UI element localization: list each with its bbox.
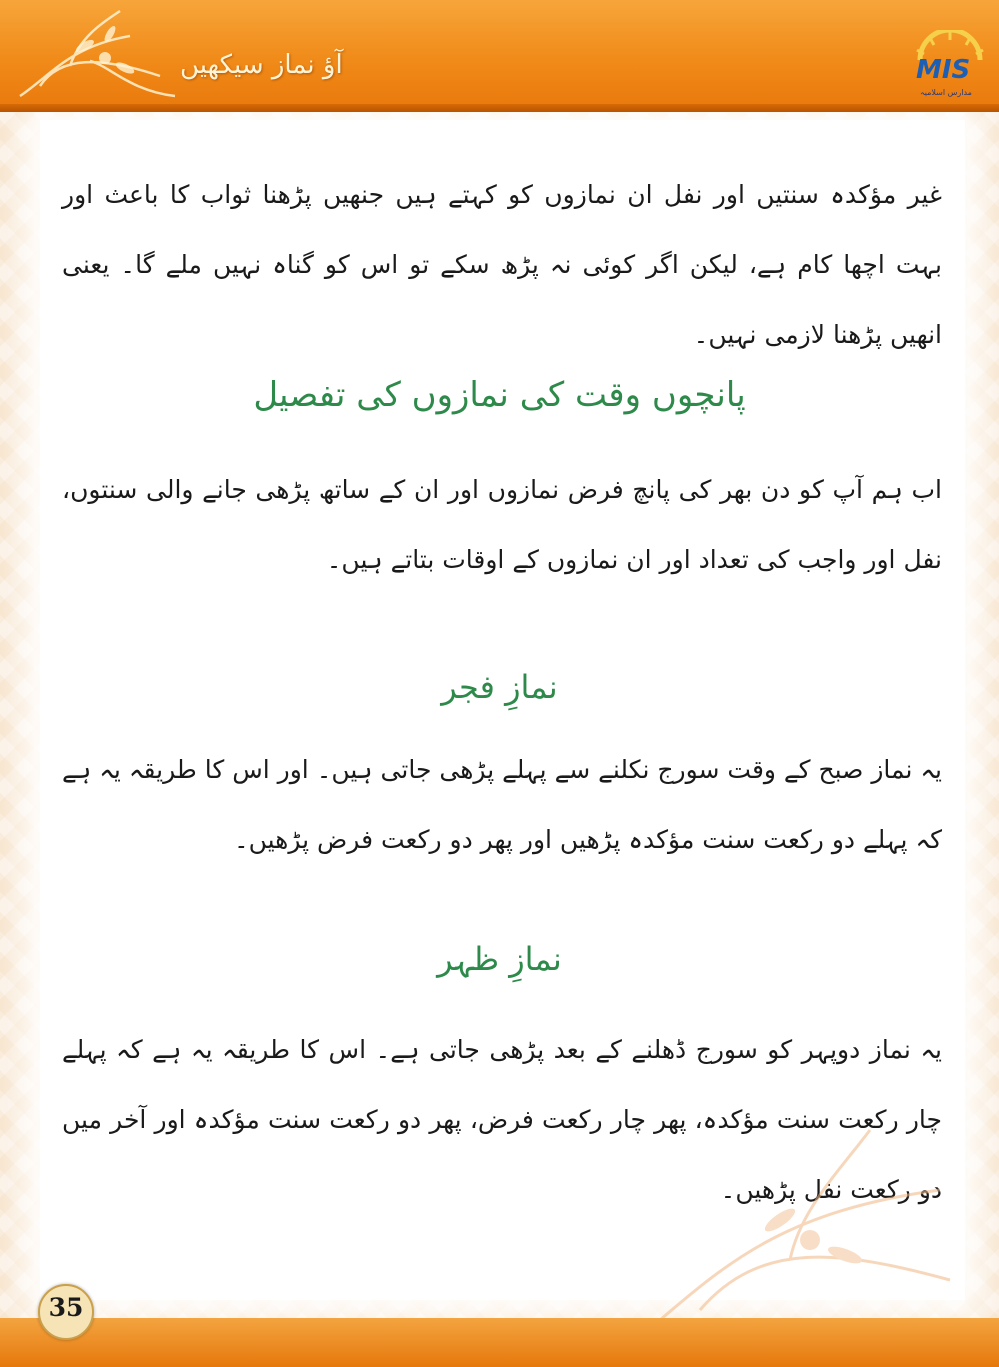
page-number: 35	[48, 1293, 84, 1322]
floral-ornament-icon	[10, 6, 180, 106]
book-title: آؤ نماز سیکھیں	[180, 50, 343, 80]
heading-five-prayers: پانچوں وقت کی نمازوں کی تفصیل	[253, 375, 746, 415]
heading-zuhr: نمازِ ظہر	[437, 940, 562, 978]
footer-band	[0, 1318, 999, 1367]
heading-fajr: نمازِ فجر	[441, 668, 558, 706]
paragraph-five-prayers: اب ہم آپ کو دن بھر کی پانچ فرض نمازوں اور ان کے ساتھ پڑھی جانے والی سنتوں، نفل اور واجب کی تعداد اور ان نمازوں کے اوقات بتاتے ہیں۔	[62, 475, 942, 574]
paragraph-intro: غیر مؤکدہ سنتیں اور نفل ان نمازوں کو کہتے ہیں جنھیں پڑھنا ثواب کا باعث اور بہت اچھا کام ہے، لیکن اگر کوئی نہ پڑھ سکے تو اس کو گناہ نہیں ملے گا۔ یعنی انھیں پڑھنا لازمی نہیں۔	[62, 180, 942, 349]
bottom-floral-ornament-icon	[640, 1110, 960, 1330]
logo-text: MIS	[916, 55, 971, 85]
logo-tagline: مدارس اسلامیہ	[920, 88, 972, 97]
paragraph-fajr: یہ نماز صبح کے وقت سورج نکلنے سے پہلے پڑھی جاتی ہیں۔ اور اس کا طریقہ یہ ہے کہ پہلے دو رکعت سنت مؤکدہ پڑھیں اور پھر دو رکعت فرض پڑھیں۔	[62, 755, 942, 854]
paragraph-zuhr: یہ نماز دوپہر کو سورج ڈھلنے کے بعد پڑھی جاتی ہے۔ اس کا طریقہ یہ ہے کہ پہلے چار رکعت سنت مؤکدہ، پھر چار رکعت فرض، پھر دو رکعت سنت مؤکدہ اور آخر میں دو رکعت نفل پڑھیں۔	[62, 1035, 942, 1204]
